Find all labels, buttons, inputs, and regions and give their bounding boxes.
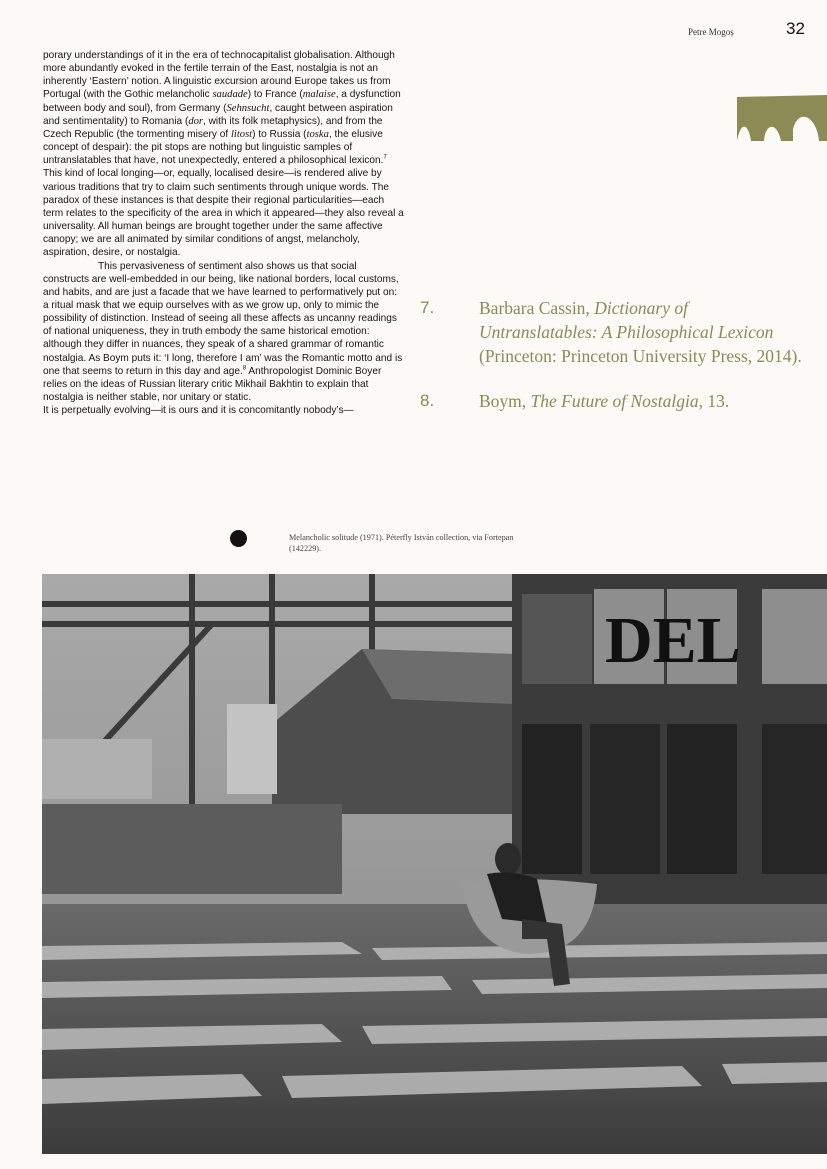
italic-term: Dictionary of Untranslatables: A Philosophical Lexicon <box>479 298 774 342</box>
text-run: porary understandings of it in the era of technocapitalist globalisation. Although more abundantly evoked in the fertile terrain of the East, nostalgia is not an inherently ‘Eastern’ notion. A linguistic excursion around Europe takes us from Portugal (with the Gothic melancholic <box>43 50 395 101</box>
text-run: , a dysfunction between body and soul), from Germany ( <box>43 89 401 114</box>
caption-bullet-dot <box>230 530 247 547</box>
text-run: , caught between aspiration and sentimentality) to Romania ( <box>43 102 393 127</box>
body-paragraph-2 <box>43 260 405 405</box>
page-number: 32 <box>786 19 805 38</box>
footnote-ref: 7 <box>383 154 387 161</box>
italic-term: litost <box>230 128 253 140</box>
running-header-author: Petre Mogoș <box>688 27 734 37</box>
olive-decorative-shape <box>737 95 827 141</box>
body-paragraph-1 <box>43 49 405 260</box>
photo-shop-sign-text: DEL <box>605 604 741 677</box>
italic-term: The Future of Nostalgia <box>530 391 699 411</box>
footnote <box>420 389 810 413</box>
text-run: This kind of local longing—or, equally, localised desire—is rendered alive by various traditions that try to claim such sentiments through unique words. The paradox of these instances is that despite their regional particularities—each term relates to the specificity of the area in which it appeared—they also reveal a universality. All human beings are brought together under the same affective canopy; we are all animated by similar conditions of angst, melancholy, aspiration, desire, or nostalgia. <box>43 168 404 259</box>
body-text <box>43 49 405 417</box>
italic-term: Sehnsucht <box>226 102 270 114</box>
footnote-ref: 8 <box>242 365 247 372</box>
footnote-number: 7. <box>420 298 435 317</box>
text-run: , 13. <box>698 391 730 411</box>
body-paragraph-3 <box>43 404 405 417</box>
text-run: Barbara Cassin, <box>479 298 595 318</box>
footnote <box>420 296 810 368</box>
text-run: Boym, <box>479 391 531 411</box>
text-run: (Princeton: Princeton University Press, 2014). <box>479 346 802 366</box>
text-run: , the elusive concept of despair): the pit stops are nothing but linguistic samples of untranslatables that have, not unexpectedly, entered a philosophical lexicon. <box>43 128 384 167</box>
text-run: Anthropologist Dominic Boyer relies on the ideas of Russian literary critic Mikhail Bakhtin to explain that nostalgia is neither stable, nor unitary or static. <box>43 365 382 404</box>
photo-melancholic-solitude <box>42 574 827 1154</box>
italic-term: toska <box>306 128 329 140</box>
photo-caption: Melancholic solitude (1971). Péterfly István collection, via Fortepan (142229). <box>289 533 514 553</box>
italic-term: dor <box>188 115 204 127</box>
text-run: ) to France ( <box>247 89 303 101</box>
text-run: It is perpetually evolving—it is ours and it is concomitantly nobody’s— <box>43 405 354 417</box>
footnote-number: 8. <box>420 391 435 410</box>
text-run: , with its folk metaphysics), and from the Czech Republic (the tormenting misery of <box>43 115 383 140</box>
italic-term: saudade <box>212 89 248 101</box>
italic-term: malaise <box>302 89 336 101</box>
footnotes <box>420 296 810 434</box>
text-run: This pervasiveness of sentiment also shows us that social constructs are well-embedded in our being, like national borders, local customs, and habits, and are just a facade that we have learned to performatively put on: a ritual mask that we equip ourselves with as we grow up, only to mimic the possibility of distinction. Instead of seeing all these affects as uncanny readings of national uniqueness, they in truth embody the same historical emotion: although they differ in nuances, they speak of a shared grammar of romantic nostalgia. As Boym puts it: ‘I long, therefore I am’ was the Romantic motto and is one that seems to return in this day and age. <box>43 260 403 377</box>
text-run: ) to Russia ( <box>252 128 307 140</box>
